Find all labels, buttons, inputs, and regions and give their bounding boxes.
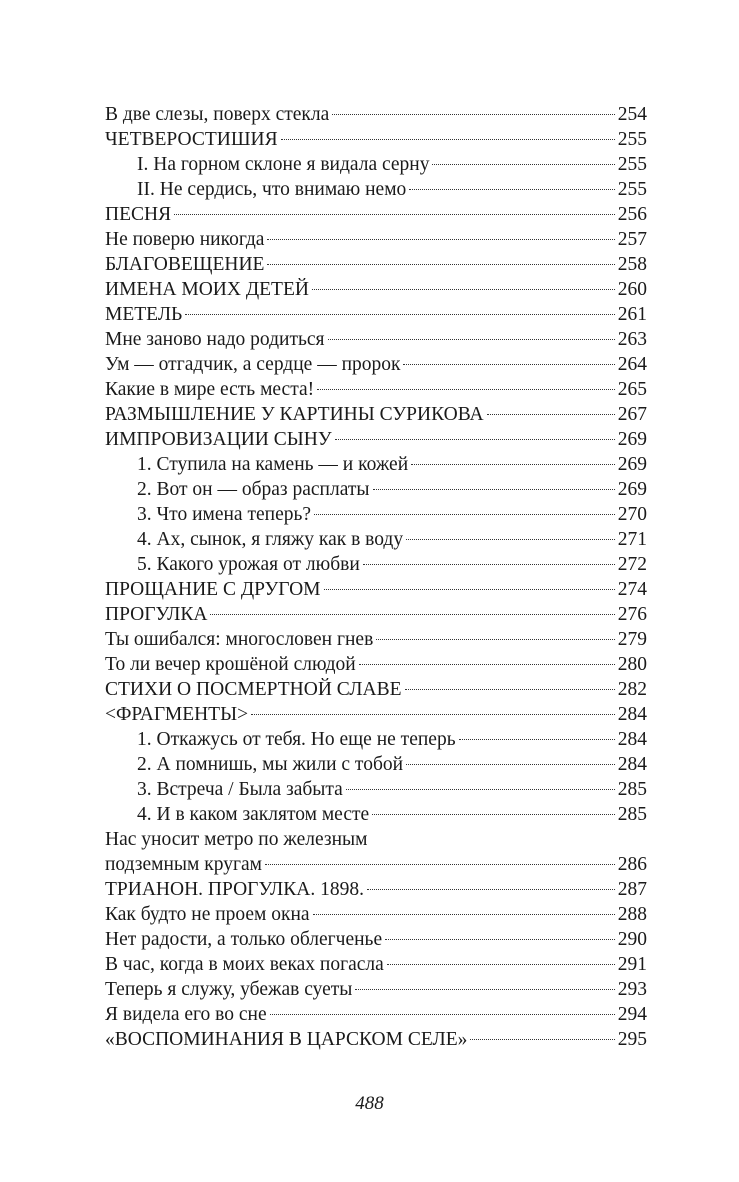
- toc-entry: [105, 377, 647, 402]
- toc-entry-title: ПРОГУЛКА: [105, 604, 208, 625]
- dot-leader: [432, 164, 614, 165]
- dot-leader: [470, 1039, 614, 1040]
- toc-entry: [105, 727, 647, 752]
- toc-entry: [105, 852, 647, 877]
- page-number: 488: [355, 1093, 384, 1114]
- dot-leader: [373, 489, 615, 490]
- toc-entry-title: Нет радости, а только облегченье: [105, 929, 383, 950]
- toc-entry: [105, 527, 647, 552]
- toc-entry: [105, 902, 647, 927]
- toc-entry-page: 288: [617, 904, 647, 925]
- toc-entry-page: 285: [617, 804, 647, 825]
- toc-entry: [105, 277, 647, 302]
- toc-entry-title: «ВОСПОМИНАНИЯ В ЦАРСКОМ СЕЛЕ»: [105, 1029, 468, 1050]
- toc-entry: [105, 477, 647, 502]
- dot-leader: [335, 439, 615, 440]
- toc-entry-title: Теперь я служу, убежав суеты: [105, 979, 353, 1000]
- toc-entry: [105, 977, 647, 1002]
- toc-entry-title: 2. А помнишь, мы жили с тобой: [137, 754, 404, 775]
- toc-entry: [105, 177, 647, 202]
- toc-entry-page: 272: [617, 554, 647, 575]
- toc-entry-page: 290: [617, 929, 647, 950]
- dot-leader: [459, 739, 615, 740]
- toc-entry: [105, 1002, 647, 1027]
- toc-entry: [105, 552, 647, 577]
- toc-entry: [105, 777, 647, 802]
- toc-entry-page: 276: [617, 604, 647, 625]
- dot-leader: [411, 464, 615, 465]
- toc-entry: [105, 427, 647, 452]
- toc-entry-page: 255: [617, 154, 647, 175]
- toc-entry-page: 285: [617, 779, 647, 800]
- toc-entry: [105, 602, 647, 627]
- dot-leader: [312, 289, 615, 290]
- toc-entry: [105, 1027, 647, 1052]
- toc-entry-page: 256: [617, 204, 647, 225]
- toc-entry-page: 258: [617, 254, 647, 275]
- toc-entry-page: 279: [617, 629, 647, 650]
- dot-leader: [376, 639, 614, 640]
- toc-entry-page: 286: [617, 854, 647, 875]
- toc-entry-title: ПЕСНЯ: [105, 204, 172, 225]
- toc-entry: [105, 502, 647, 527]
- toc-entry-title: 1. Ступила на камень — и кожей: [137, 454, 409, 475]
- dot-leader: [387, 964, 615, 965]
- toc-entry-page: 287: [617, 879, 647, 900]
- toc-entry-page: 269: [617, 479, 647, 500]
- toc-entry-page: 284: [617, 754, 647, 775]
- toc-entry: [105, 402, 647, 427]
- toc-entry-title: Я видела его во сне: [105, 1004, 267, 1025]
- toc-entry-title: 2. Вот он — образ расплаты: [137, 479, 370, 500]
- dot-leader: [324, 589, 615, 590]
- toc-entry-title: 3. Что имена теперь?: [137, 504, 312, 525]
- toc-entry: [105, 302, 647, 327]
- toc-entry-page: 294: [617, 1004, 647, 1025]
- dot-leader: [328, 339, 615, 340]
- toc-entry: [105, 677, 647, 702]
- toc-entry-page: 271: [617, 529, 647, 550]
- toc-entry-page: 267: [617, 404, 647, 425]
- dot-leader: [363, 564, 615, 565]
- toc-entry-page: 295: [617, 1029, 647, 1050]
- toc-entry: [105, 752, 647, 777]
- toc-entry-title: <ФРАГМЕНТЫ>: [105, 704, 249, 725]
- toc-entry-title: РАЗМЫШЛЕНИЕ У КАРТИНЫ СУРИКОВА: [105, 404, 484, 425]
- toc-entry-title: Нас уносит метро по железным: [105, 829, 368, 850]
- toc-entry: [105, 202, 647, 227]
- toc-entry-title: ЧЕТВЕРОСТИШИЯ: [105, 129, 278, 150]
- toc-entry-title: То ли вечер крошёной слюдой: [105, 654, 356, 675]
- toc-entry-title: ИМЕНА МОИХ ДЕТЕЙ: [105, 279, 309, 300]
- dot-leader: [267, 239, 614, 240]
- dot-leader: [210, 614, 614, 615]
- toc-entry-title: МЕТЕЛЬ: [105, 304, 183, 325]
- toc-entry-title: ПРОЩАНИЕ С ДРУГОМ: [105, 579, 321, 600]
- toc-entry: [105, 352, 647, 377]
- toc-entry: [105, 452, 647, 477]
- toc-entry-page: 293: [617, 979, 647, 1000]
- toc-entry-title: Ты ошибался: многословен гнев: [105, 629, 374, 650]
- toc-entry: [105, 127, 647, 152]
- toc-entry-page: 284: [617, 704, 647, 725]
- dot-leader: [332, 114, 614, 115]
- toc-entry-page: 282: [617, 679, 647, 700]
- toc-entry-title: 3. Встреча / Была забыта: [137, 779, 343, 800]
- toc-entry-title: II. Не сердись, что внимаю немо: [137, 179, 407, 200]
- toc-entry-page: 284: [617, 729, 647, 750]
- toc-entry-title: Ум — отгадчик, а сердце — пророк: [105, 354, 401, 375]
- toc-entry-page: 261: [617, 304, 647, 325]
- toc-entry-title: 5. Какого урожая от любви: [137, 554, 360, 575]
- dot-leader: [355, 989, 614, 990]
- toc-entry-title: 4. Ах, сынок, я гляжу как в воду: [137, 529, 404, 550]
- dot-leader: [185, 314, 615, 315]
- dot-leader: [409, 189, 614, 190]
- toc-entry-page: 257: [617, 229, 647, 250]
- toc-entry-page: 265: [617, 379, 647, 400]
- toc-entry-page: 263: [617, 329, 647, 350]
- toc-entry-page: 270: [617, 504, 647, 525]
- toc-entry-title: Не поверю никогда: [105, 229, 265, 250]
- dot-leader: [372, 814, 615, 815]
- toc-entry: [105, 252, 647, 277]
- dot-leader: [313, 914, 615, 915]
- dot-leader: [174, 214, 615, 215]
- toc-entry-title: Как будто не проем окна: [105, 904, 310, 925]
- toc-entry: [105, 802, 647, 827]
- toc-entry-page: 260: [617, 279, 647, 300]
- toc-entry-title: ИМПРОВИЗАЦИИ СЫНУ: [105, 429, 332, 450]
- toc-entry: [105, 577, 647, 602]
- toc-entry: [105, 702, 647, 727]
- toc-entry-page: 255: [617, 129, 647, 150]
- toc-entry-title: СТИХИ О ПОСМЕРТНОЙ СЛАВЕ: [105, 679, 402, 700]
- toc-entry: [105, 952, 647, 977]
- dot-leader: [251, 714, 615, 715]
- toc-entry-title: БЛАГОВЕЩЕНИЕ: [105, 254, 265, 275]
- dot-leader: [359, 664, 615, 665]
- toc-entry: [105, 227, 647, 252]
- dot-leader: [367, 889, 615, 890]
- toc-entry: [105, 927, 647, 952]
- table-of-contents: [105, 102, 647, 1052]
- toc-entry-title: ТРИАНОН. ПРОГУЛКА. 1898.: [105, 879, 364, 900]
- toc-entry: [105, 827, 647, 852]
- toc-entry-page: 255: [617, 179, 647, 200]
- toc-entry-title: подземным кругам: [105, 854, 262, 875]
- dot-leader: [317, 389, 615, 390]
- dot-leader: [405, 689, 615, 690]
- toc-entry-title: В час, когда в моих веках погасла: [105, 954, 384, 975]
- dot-leader: [314, 514, 615, 515]
- toc-entry: [105, 652, 647, 677]
- toc-entry: [105, 877, 647, 902]
- toc-entry-title: 1. Откажусь от тебя. Но еще не теперь: [137, 729, 456, 750]
- toc-entry-page: 280: [617, 654, 647, 675]
- dot-leader: [270, 1014, 615, 1015]
- dot-leader: [487, 414, 615, 415]
- dot-leader: [346, 789, 615, 790]
- toc-entry-page: 269: [617, 429, 647, 450]
- toc-entry-title: В две слезы, поверх стекла: [105, 104, 330, 125]
- dot-leader: [385, 939, 615, 940]
- toc-entry-title: Какие в мире есть места!: [105, 379, 315, 400]
- toc-entry-page: 264: [617, 354, 647, 375]
- toc-entry-title: 4. И в каком заклятом месте: [137, 804, 370, 825]
- dot-leader: [281, 139, 615, 140]
- toc-entry: [105, 327, 647, 352]
- toc-entry: [105, 102, 647, 127]
- dot-leader: [403, 364, 614, 365]
- toc-entry: [105, 627, 647, 652]
- toc-entry-page: 254: [617, 104, 647, 125]
- dot-leader: [406, 764, 615, 765]
- toc-entry-title: Мне заново надо родиться: [105, 329, 325, 350]
- toc-entry: [105, 152, 647, 177]
- toc-entry-page: 291: [617, 954, 647, 975]
- toc-entry-title: I. На горном склоне я видала серну: [137, 154, 430, 175]
- toc-entry-page: 274: [617, 579, 647, 600]
- dot-leader: [265, 864, 615, 865]
- dot-leader: [406, 539, 615, 540]
- toc-entry-page: 269: [617, 454, 647, 475]
- dot-leader: [267, 264, 614, 265]
